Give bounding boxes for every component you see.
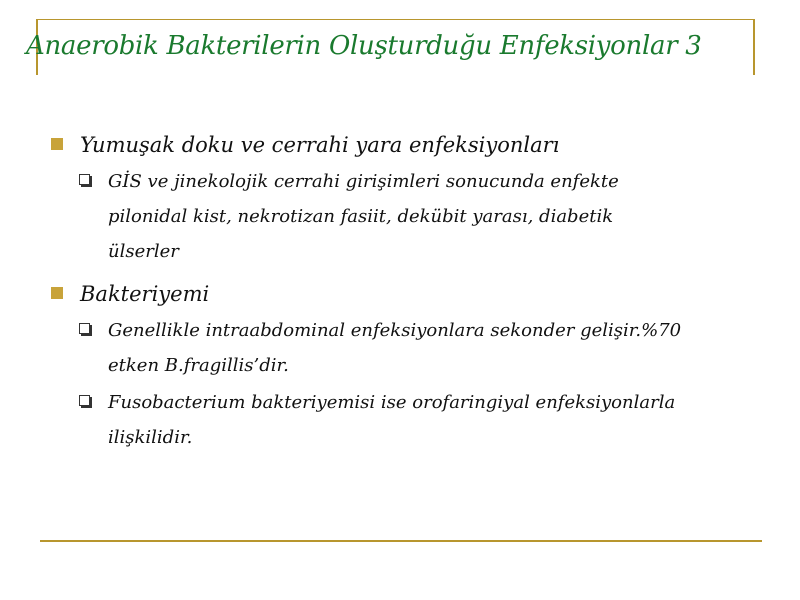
bullet-text: Yumuşak doku ve cerrahi yara enfeksiyonları [80, 133, 560, 157]
sub-bullet-line: Genellikle intraabdominal enfeksiyonlara sekonder gelişir.%70 [108, 320, 682, 341]
sub-bullet-line: ilişkilidir. [108, 427, 193, 448]
sub-bullet-line: GİS ve jinekolojik cerrahi girişimleri sonucunda enfekte [108, 171, 619, 192]
slide-content [48, 128, 758, 457]
sub-bullet-item [48, 164, 758, 269]
hollow-square-bullet-icon [79, 323, 90, 334]
bullet-item [48, 277, 758, 311]
sub-bullet-line: pilonidal kist, nekrotizan fasiit, dekübit yarası, diabetik [108, 206, 614, 227]
sub-bullet-line: ülserler [108, 241, 179, 262]
hollow-square-bullet-icon [79, 395, 90, 406]
sub-bullet-item [48, 385, 758, 455]
bullet-text: Bakteriyemi [80, 282, 210, 306]
sub-bullet-line: etken B.fragillis’dir. [108, 355, 289, 376]
bullet-item [48, 128, 758, 162]
title-frame-top-line [36, 19, 754, 20]
sub-bullet-line: Fusobacterium bakteriyemisi ise orofaringiyal enfeksiyonlarla [108, 392, 676, 413]
sub-bullet-item [48, 313, 758, 383]
square-bullet-icon [51, 138, 63, 150]
footer-divider-line [40, 540, 762, 542]
hollow-square-bullet-icon [79, 174, 90, 185]
slide-title: Anaerobik Bakterilerin Oluşturduğu Enfeksiyonlar 3 [26, 31, 702, 61]
square-bullet-icon [51, 287, 63, 299]
